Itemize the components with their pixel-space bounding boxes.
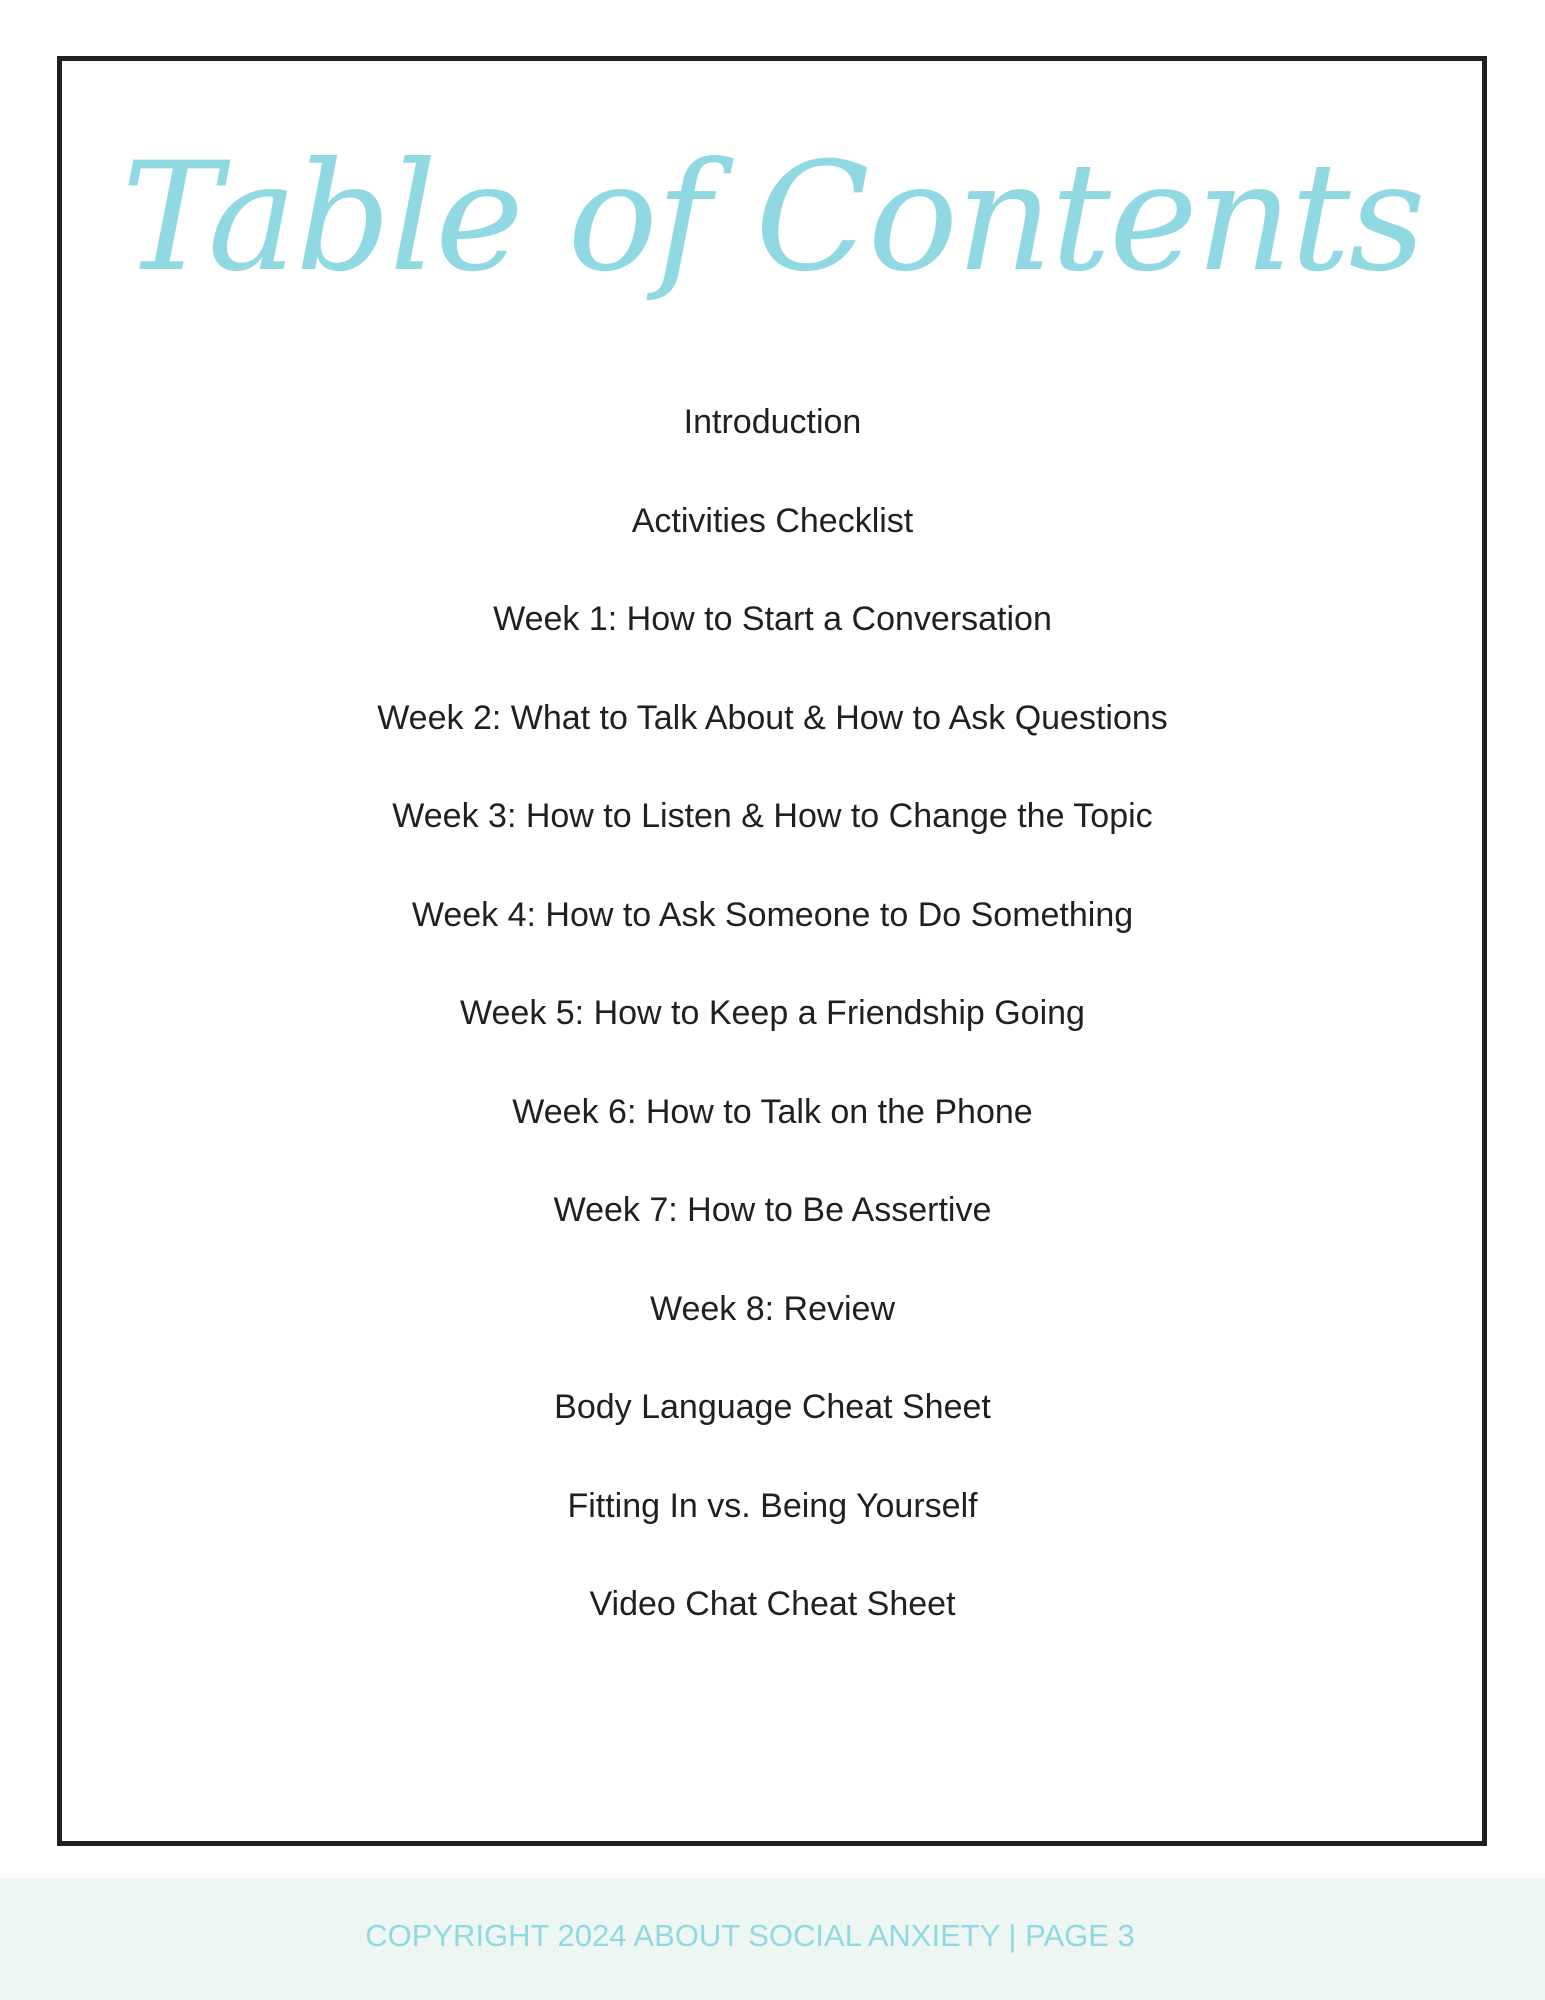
toc-entry-week-8[interactable]: Week 8: Review bbox=[649, 1289, 896, 1328]
page-footer bbox=[0, 1878, 1545, 2000]
toc-entry-introduction[interactable]: Introduction bbox=[683, 403, 862, 441]
page-title: Table of Contents bbox=[121, 131, 1424, 305]
toc-entry-body-language[interactable]: Body Language Cheat Sheet bbox=[554, 1388, 991, 1426]
toc-entry-week-4[interactable]: Week 4: How to Ask Someone to Do Something bbox=[411, 895, 1134, 934]
toc-entry-week-3[interactable]: Week 3: How to Listen & How to Change the Topic bbox=[392, 797, 1153, 835]
toc-entry-week-6[interactable]: Week 6: How to Talk on the Phone bbox=[512, 1092, 1033, 1131]
toc-entry-week-7[interactable]: Week 7: How to Be Assertive bbox=[553, 1191, 992, 1229]
toc-entry-week-2[interactable]: Week 2: What to Talk About & How to Ask Questions bbox=[377, 698, 1168, 737]
toc-entry-fitting-in[interactable]: Fitting In vs. Being Yourself bbox=[567, 1486, 978, 1525]
toc-entry-activities-checklist[interactable]: Activities Checklist bbox=[631, 501, 914, 540]
footer-copyright: COPYRIGHT 2024 ABOUT SOCIAL ANXIETY | PAGE 3 bbox=[365, 1918, 1135, 1953]
toc-entry-week-1[interactable]: Week 1: How to Start a Conversation bbox=[493, 600, 1052, 638]
toc-entry-week-5[interactable]: Week 5: How to Keep a Friendship Going bbox=[460, 994, 1085, 1032]
table-of-contents-list bbox=[0, 398, 1545, 1679]
toc-entry-video-chat[interactable]: Video Chat Cheat Sheet bbox=[589, 1585, 956, 1623]
